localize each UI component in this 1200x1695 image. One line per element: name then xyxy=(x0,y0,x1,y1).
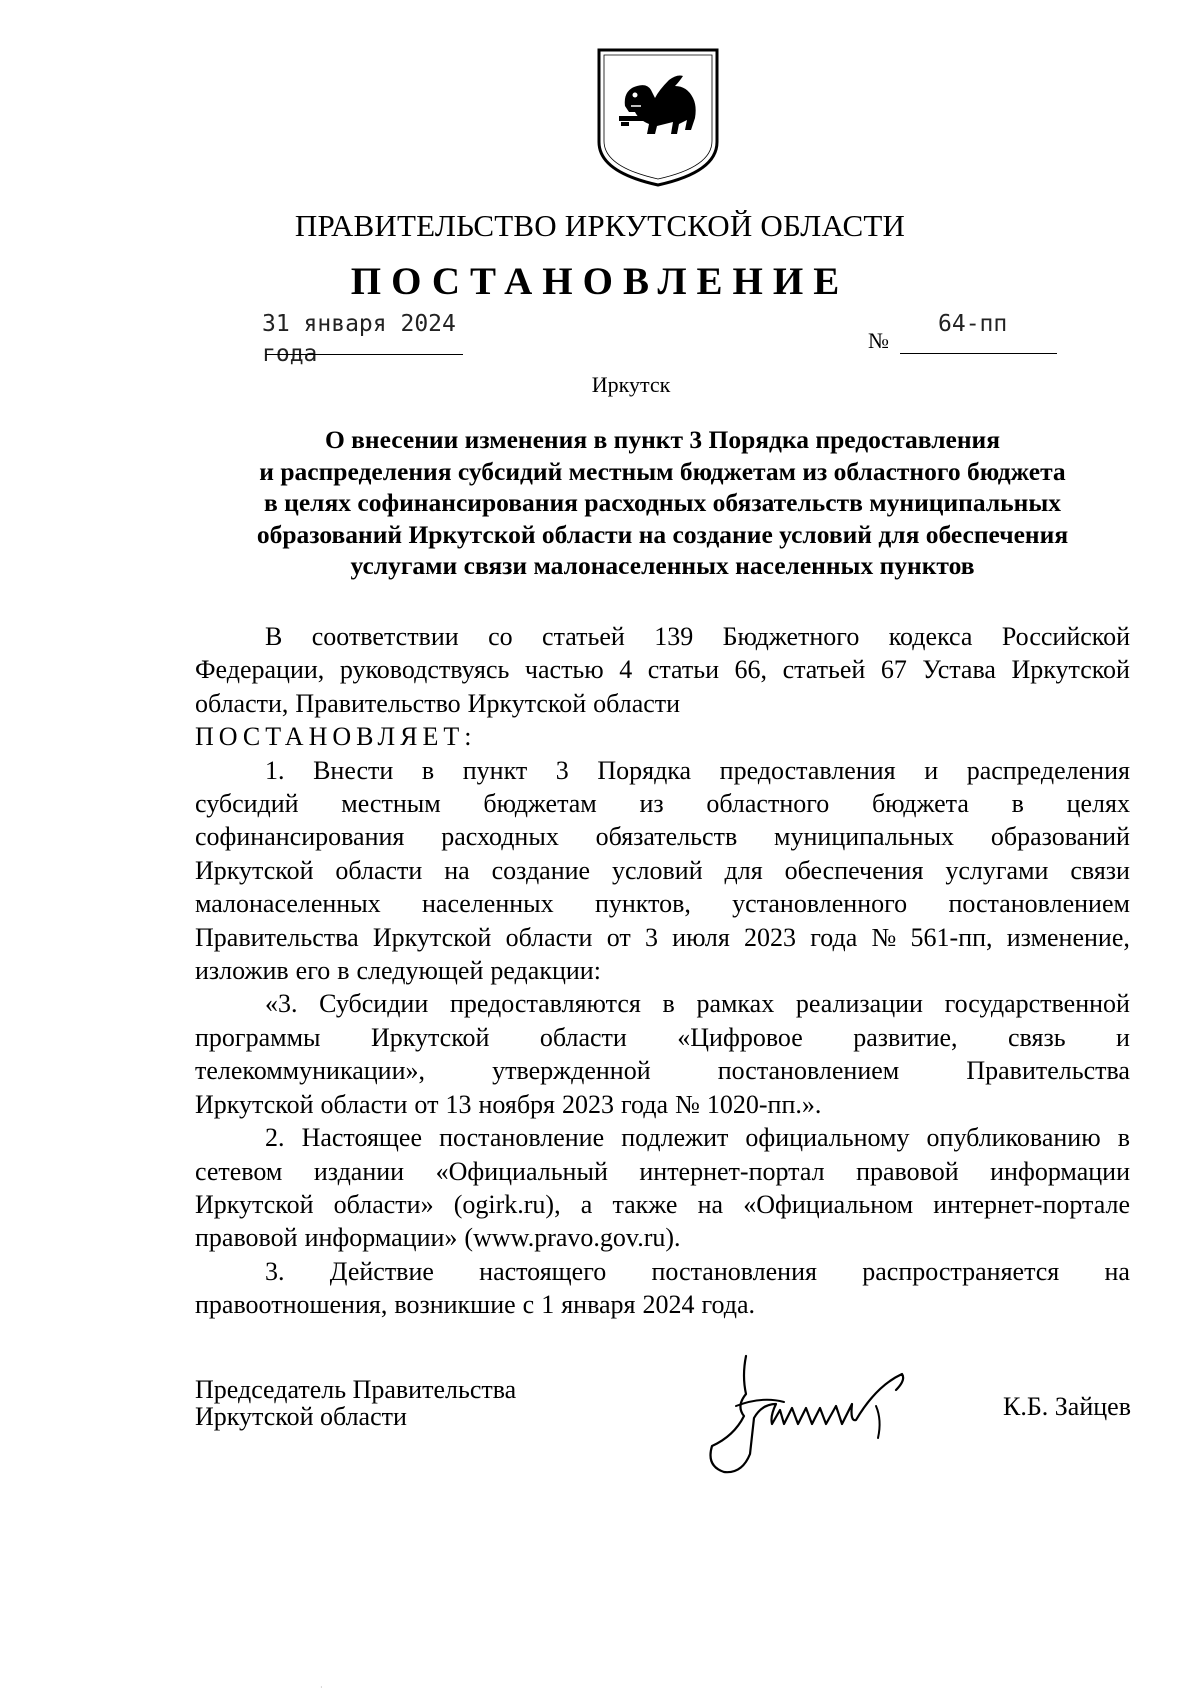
body-line xyxy=(195,854,1130,887)
title-line: услугами связи малонаселенных населенных пунктов xyxy=(350,551,975,580)
word: 139 xyxy=(654,622,694,651)
city: Иркутск xyxy=(591,372,671,397)
word: интернет-портал xyxy=(639,1156,825,1186)
word: 3 xyxy=(644,922,658,952)
word: информации» xyxy=(304,1223,458,1253)
word: Иркутской xyxy=(370,1022,490,1052)
word: образований xyxy=(990,822,1130,852)
word: софинансирования xyxy=(195,822,405,852)
word: обеспечения xyxy=(784,855,924,885)
word: частью xyxy=(524,655,604,685)
body-line xyxy=(195,653,1130,686)
word: утвержденной xyxy=(492,1056,651,1086)
title-line: О внесении изменения в пункт 3 Порядка предоставления xyxy=(324,425,1001,454)
word: постановлением xyxy=(948,889,1130,919)
word: 2023 xyxy=(744,922,797,952)
word: на xyxy=(697,1189,724,1219)
title-line: и распределения субсидий местным бюджетам из областного бюджета xyxy=(259,456,1066,486)
word: распределения xyxy=(966,755,1130,785)
word: Правительства xyxy=(966,1056,1130,1086)
word: также xyxy=(612,1189,678,1219)
word: следующей xyxy=(356,956,484,986)
date-underline xyxy=(266,354,463,355)
word: на xyxy=(444,855,470,885)
word: 2. xyxy=(265,1123,285,1153)
body-line xyxy=(195,620,1130,653)
word: в xyxy=(1011,789,1024,819)
word: № xyxy=(675,1089,700,1119)
signatory-position xyxy=(195,1376,516,1430)
word: рамках xyxy=(696,989,775,1019)
word: его xyxy=(295,956,331,986)
word: 66, xyxy=(734,655,768,685)
word: (www.pravo.gov.ru). xyxy=(464,1223,681,1253)
word: области» xyxy=(333,1189,434,1219)
word: в xyxy=(1117,1123,1130,1153)
word: населенных xyxy=(421,889,554,919)
word: сетевом xyxy=(195,1156,283,1186)
body-line xyxy=(195,921,1130,954)
word: с xyxy=(522,1290,535,1320)
word: постановление xyxy=(439,1123,605,1153)
word: бюджетам xyxy=(483,789,597,819)
word: телекоммуникации», xyxy=(195,1056,425,1086)
word: Внести xyxy=(313,755,394,785)
word: года. xyxy=(701,1290,756,1320)
word: «Цифровое xyxy=(677,1022,803,1052)
word: «Официальном xyxy=(743,1189,914,1219)
word: области, xyxy=(195,688,289,718)
body-line xyxy=(195,1021,1130,1054)
word: правоотношения, xyxy=(195,1290,388,1320)
word: «Официальный xyxy=(435,1156,608,1186)
title-line: образований Иркутской области на создание условий для обеспечения xyxy=(256,519,1069,549)
word: из xyxy=(639,789,664,819)
document-type: ПОСТАНОВЛЕНИЕ xyxy=(350,260,850,303)
body-line xyxy=(195,1121,1130,1154)
word: интернет-портале xyxy=(933,1189,1130,1219)
scan-mark: · xyxy=(320,1683,323,1692)
word: Порядка xyxy=(597,755,692,785)
signatory-name: К.Б. Зайцев xyxy=(1003,1392,1131,1421)
body-line xyxy=(195,1188,1130,1221)
word: области xyxy=(335,855,423,885)
word: Действие xyxy=(329,1256,434,1286)
body-line xyxy=(195,1255,1130,1288)
word: Бюджетного xyxy=(722,622,860,651)
word: областного xyxy=(706,789,830,819)
word: Иркутской xyxy=(1011,655,1130,685)
word: предоставления xyxy=(719,755,896,785)
body-line xyxy=(195,754,1130,787)
word: пункт xyxy=(462,755,528,785)
word: Устава xyxy=(922,655,996,685)
body-line xyxy=(195,954,1130,987)
word: Иркутской xyxy=(467,688,587,718)
body-line xyxy=(195,1054,1130,1087)
word: кодекса xyxy=(888,622,973,651)
word: развитие, xyxy=(853,1022,958,1052)
word: реализации xyxy=(795,989,923,1019)
word: государственной xyxy=(944,989,1130,1019)
word: и xyxy=(924,755,939,785)
body-line xyxy=(195,1288,1130,1321)
body-line xyxy=(195,887,1130,920)
word: редакции: xyxy=(490,956,601,986)
body-line xyxy=(195,820,1130,853)
word: Правительства xyxy=(195,922,359,952)
word: 1 xyxy=(541,1290,555,1320)
word: установленного xyxy=(732,889,908,919)
word: 3. xyxy=(265,1256,285,1286)
word: предоставляются xyxy=(449,989,641,1019)
signatory-position-line: Иркутской области xyxy=(195,1402,407,1431)
word: пунктов, xyxy=(594,889,691,919)
word: муниципальных xyxy=(774,822,955,852)
word: опубликованию xyxy=(926,1123,1101,1153)
word: услугами xyxy=(945,855,1049,885)
body-line xyxy=(195,1155,1130,1188)
word: статьей xyxy=(542,622,625,651)
word: статьи xyxy=(647,655,720,685)
word: Федерации, xyxy=(195,655,325,685)
word: условий xyxy=(612,855,703,885)
word: со xyxy=(488,622,513,651)
word: правовой xyxy=(195,1223,298,1253)
word: подлежит xyxy=(621,1123,729,1153)
word: Правительство xyxy=(295,688,461,718)
organization-name: ПРАВИТЕЛЬСТВО ИРКУТСКОЙ ОБЛАСТИ xyxy=(294,208,906,243)
signatory-position-line: Председатель Правительства xyxy=(195,1375,517,1404)
word: бюджета xyxy=(871,789,969,819)
title-line: в целях софинансирования расходных обязательств муниципальных xyxy=(264,488,1061,517)
word: в xyxy=(662,989,675,1019)
word: Субсидии xyxy=(319,989,429,1019)
word: Иркутской xyxy=(195,855,314,885)
word: целях xyxy=(1066,789,1130,819)
word: издании xyxy=(313,1156,405,1186)
number-underline xyxy=(900,353,1057,354)
word: обязательств xyxy=(595,822,738,852)
word: связь xyxy=(1008,1022,1066,1052)
word: года xyxy=(621,1089,669,1119)
word: местным xyxy=(341,789,441,819)
word: изменение, xyxy=(1006,922,1130,952)
document-title xyxy=(195,424,1130,582)
word: области xyxy=(505,922,593,952)
body-line xyxy=(195,987,1130,1020)
word: постановлением xyxy=(717,1056,900,1086)
word: 3 xyxy=(555,755,569,785)
document-number: 64-пп xyxy=(938,311,1008,337)
word: области xyxy=(593,688,681,718)
word: создание xyxy=(491,855,591,885)
word: а xyxy=(580,1189,593,1219)
word: от xyxy=(606,922,631,952)
word: правовой xyxy=(856,1156,959,1186)
document-date: 31 января 2024 года xyxy=(262,311,456,367)
resolves-heading: ПОСТАНОВЛЯЕТ: xyxy=(195,722,477,752)
word: Иркутской xyxy=(195,1189,314,1219)
word: Иркутской xyxy=(195,1089,314,1119)
document-body xyxy=(195,620,1130,1322)
word: года xyxy=(810,922,858,952)
handwritten-signature xyxy=(706,1346,966,1482)
word: соответствии xyxy=(311,622,459,651)
body-line xyxy=(195,1088,1130,1121)
word: руководствуясь xyxy=(339,655,510,685)
word: Российской xyxy=(1001,622,1130,651)
word: 2023 xyxy=(562,1089,615,1119)
word: постановления xyxy=(651,1256,817,1286)
word: программы xyxy=(195,1022,321,1052)
body-line xyxy=(195,1221,1130,1254)
word: от xyxy=(414,1089,439,1119)
body-line xyxy=(195,687,1130,720)
word: 13 xyxy=(445,1089,472,1119)
word: Настоящее xyxy=(301,1123,423,1153)
word: 1. xyxy=(265,755,285,785)
word: области xyxy=(320,1089,408,1119)
word: № xyxy=(871,922,897,952)
word: возникшие xyxy=(394,1290,516,1320)
word: В xyxy=(265,622,283,651)
word: малонаселенных xyxy=(195,889,381,919)
word: Иркутской xyxy=(372,922,492,952)
word: настоящего xyxy=(479,1256,607,1286)
word: в xyxy=(421,755,435,785)
word: для xyxy=(724,855,763,885)
coat-of-arms-emblem xyxy=(595,46,721,188)
number-sign: № xyxy=(868,328,889,353)
word: официальному xyxy=(745,1123,910,1153)
word: распространяется xyxy=(862,1256,1060,1286)
word: «3. xyxy=(265,989,298,1019)
word: в xyxy=(337,956,350,986)
word: 67 xyxy=(880,655,907,685)
word: расходных xyxy=(441,822,559,852)
word: 4 xyxy=(619,655,633,685)
word: ноября xyxy=(478,1089,556,1119)
word: статьей xyxy=(782,655,866,685)
word: 1020-пп.». xyxy=(706,1089,822,1119)
word: субсидий xyxy=(195,789,299,819)
word: 2024 xyxy=(642,1290,695,1320)
word: (ogirk.ru), xyxy=(453,1189,561,1219)
word: 561-пп, xyxy=(910,922,993,952)
word: января xyxy=(561,1290,636,1320)
word: и xyxy=(1116,1022,1130,1052)
word: на xyxy=(1104,1256,1130,1286)
word: июля xyxy=(672,922,730,952)
word: информации xyxy=(990,1156,1130,1186)
word: области xyxy=(539,1022,627,1052)
word: изложив xyxy=(195,956,289,986)
body-line xyxy=(195,787,1130,820)
word: связи xyxy=(1070,855,1130,885)
